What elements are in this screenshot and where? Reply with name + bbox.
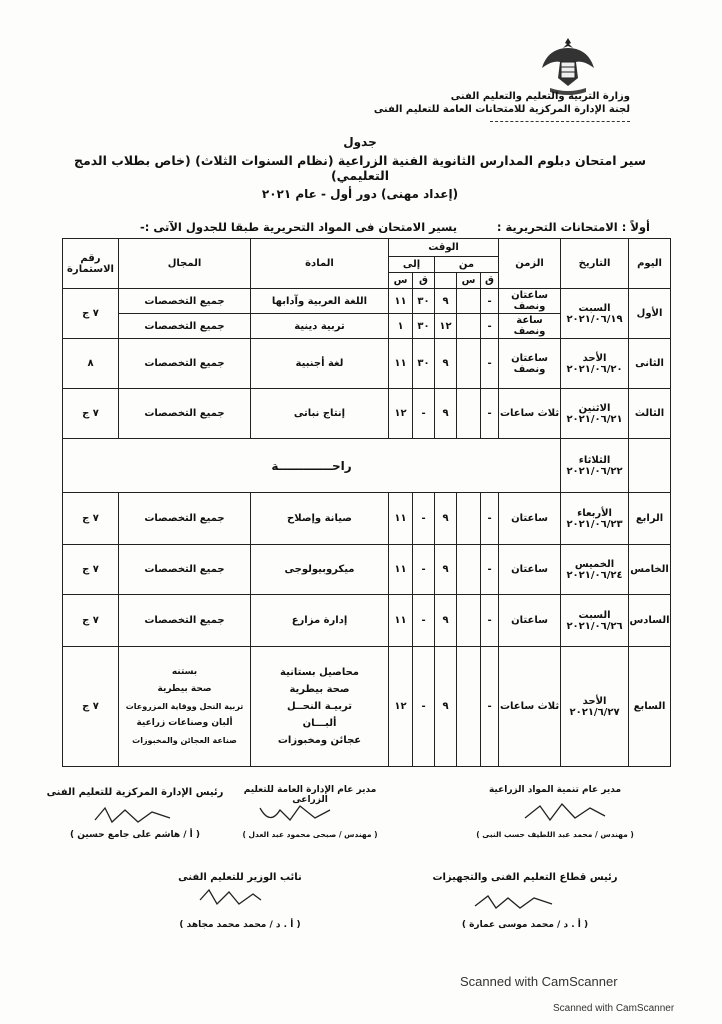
signature-b-title: مدير عام الإدارة العامة للتعليم الزراعى — [243, 785, 377, 805]
to-s-cell: ١١ — [389, 493, 413, 545]
to-q-cell: ٣٠ — [413, 314, 435, 339]
date-value: ٢٠٢١/٦/٢٧ — [569, 706, 620, 718]
day-cell: الخامس — [629, 545, 671, 595]
field-item: تربية النحل ووقاية المزروعات — [125, 702, 244, 711]
header-day: اليوم — [629, 239, 671, 289]
field-list-cell — [119, 647, 251, 767]
date-value: ٢٠٢١/٠٦/٢١ — [566, 413, 623, 425]
ministry-header — [370, 90, 630, 116]
field-cell: جميع التخصصات — [119, 339, 251, 389]
date-value: ٢٠٢١/٠٦/٢٢ — [566, 465, 623, 477]
table-row — [63, 339, 671, 389]
rest-label: راحـــــــــــــة — [63, 439, 561, 493]
header-to-s: س — [389, 273, 413, 289]
header-date: التاريخ — [561, 239, 629, 289]
table-row — [63, 595, 671, 647]
duration-cell: ساعة ونصف — [499, 314, 561, 339]
form-cell: ٧ ج — [63, 389, 119, 439]
field-cell: جميع التخصصات — [119, 545, 251, 595]
camscanner-watermark-small: Scanned with CamScanner — [553, 1003, 675, 1014]
to-q-cell: ٣٠ — [413, 289, 435, 314]
date-weekday: الأحد — [582, 352, 607, 364]
date-weekday: السبت — [578, 609, 611, 621]
signature-b-name: ( مهندس / صبحى محمود عبد العدل ) — [242, 830, 378, 839]
header-form-number: رقم الاستمارة — [63, 239, 119, 289]
table-row — [63, 647, 671, 767]
duration-cell: ساعتان — [499, 595, 561, 647]
duration-cell: ثلاث ساعات — [499, 647, 561, 767]
duration-cell: ساعتان — [499, 545, 561, 595]
field-item: صحة بيطرية — [157, 684, 212, 694]
from-s-cell: ١٢ — [435, 314, 457, 339]
date-cell — [561, 289, 629, 339]
form-cell: ٨ — [63, 339, 119, 389]
field-cell: جميع التخصصات — [119, 289, 251, 314]
from-s-cell: ٩ — [435, 289, 457, 314]
dash-cell: - — [481, 647, 499, 767]
to-q-cell: - — [413, 647, 435, 767]
dash-cell: - — [481, 289, 499, 314]
from-q-cell — [457, 314, 481, 339]
to-q-cell: ٣٠ — [413, 339, 435, 389]
signature-c-icon — [90, 802, 180, 832]
signature-b-icon — [255, 798, 335, 828]
date-cell — [561, 389, 629, 439]
dash-cell: - — [481, 339, 499, 389]
from-q-cell — [457, 289, 481, 314]
from-q-cell — [457, 647, 481, 767]
header-from-q: ق — [481, 273, 499, 289]
field-cell: جميع التخصصات — [119, 389, 251, 439]
to-s-cell: ١٢ — [389, 389, 413, 439]
from-q-cell — [457, 545, 481, 595]
exam-schedule-table — [62, 238, 671, 767]
field-item: بستنه — [171, 667, 198, 677]
date-value: ٢٠٢١/٠٦/١٩ — [566, 313, 623, 325]
signature-c-title: رئيس الإدارة المركزية للتعليم الفنى — [46, 787, 224, 798]
date-value: ٢٠٢١/٠٦/٢٦ — [566, 620, 623, 632]
from-q-cell — [457, 389, 481, 439]
date-value: ٢٠٢١/٠٦/٢٠ — [566, 363, 623, 375]
ministry-line-2: لجنة الإدارة المركزية للامتحانات العامة للتعليم الفنى — [373, 104, 630, 115]
dash-cell: - — [481, 545, 499, 595]
day-cell — [629, 439, 671, 493]
to-q-cell: - — [413, 595, 435, 647]
date-value: ٢٠٢١/٠٦/٢٣ — [566, 518, 623, 530]
signature-e-icon — [195, 886, 265, 912]
subject-item: عجائن ومخبوزات — [277, 735, 362, 746]
table-row — [63, 493, 671, 545]
to-q-cell: - — [413, 389, 435, 439]
section-heading: أولاً : الامتحانات التحريرية : — [496, 220, 650, 234]
day-cell: السادس — [629, 595, 671, 647]
duration-cell: ساعتان ونصف — [499, 289, 561, 314]
subject-cell: إنتاج نباتى — [251, 389, 389, 439]
date-weekday: السبت — [578, 302, 611, 314]
to-q-cell: - — [413, 545, 435, 595]
field-item: صناعة العجائن والمخبوزات — [132, 736, 237, 745]
day-cell: الثالث — [629, 389, 671, 439]
date-weekday: الاثنين — [578, 402, 611, 414]
to-s-cell: ١١ — [389, 595, 413, 647]
from-s-cell: ٩ — [435, 389, 457, 439]
duration-cell: ساعتان ونصف — [499, 339, 561, 389]
subject-cell: تربية دينية — [251, 314, 389, 339]
duration-cell: ساعتان — [499, 493, 561, 545]
to-s-cell: ١١ — [389, 545, 413, 595]
from-s-cell: ٩ — [435, 545, 457, 595]
signature-d-icon — [470, 890, 560, 916]
date-weekday: الأحد — [582, 695, 607, 707]
date-cell — [561, 339, 629, 389]
from-q-cell — [457, 595, 481, 647]
subject-cell: اللغة العربية وآدابها — [251, 289, 389, 314]
to-s-cell: ١١ — [389, 289, 413, 314]
form-cell: ٧ ج — [63, 545, 119, 595]
header-from: من — [435, 257, 499, 273]
date-cell — [561, 647, 629, 767]
table-row — [63, 545, 671, 595]
title-line-2: سير امتحان دبلوم المدارس الثانوية الفنية الزراعية (نظام السنوات الثلاث) (خاص بطلاب الدمج التعليمي) — [73, 153, 647, 183]
header-divider — [490, 121, 630, 122]
to-s-cell: ١١ — [389, 339, 413, 389]
subject-item: تربيـة النحــل — [286, 701, 352, 712]
subject-list-cell — [251, 647, 389, 767]
signature-c-name: ( أ / هاشم على جامع حسين ) — [70, 830, 200, 840]
signature-a-title: مدير عام تنمية المواد الزراعية — [488, 785, 622, 795]
dash-cell: - — [481, 314, 499, 339]
date-weekday: الأربعاء — [577, 507, 612, 519]
title-line-3: (إعداد مهنى) دور أول - عام ٢٠٢١ — [261, 187, 459, 201]
table-row — [63, 289, 671, 314]
camscanner-watermark: Scanned with CamScanner — [460, 974, 618, 989]
day-cell: الرابع — [629, 493, 671, 545]
signature-d-title: رئيس قطاع التعليم الفنى والتجهيزات — [432, 872, 618, 883]
from-s-cell: ٩ — [435, 595, 457, 647]
day-cell: السابع — [629, 647, 671, 767]
header-field: المجال — [119, 239, 251, 289]
from-s-cell: ٩ — [435, 493, 457, 545]
signature-d-name: ( أ . د / محمد موسى عمارة ) — [461, 920, 589, 930]
form-cell: ٧ ج — [63, 289, 119, 339]
header-time: الوقت — [389, 239, 499, 257]
date-cell — [561, 439, 629, 493]
from-s-cell: ٩ — [435, 647, 457, 767]
date-value: ٢٠٢١/٠٦/٢٤ — [566, 569, 623, 581]
subject-item: صحة بيطرية — [289, 684, 350, 695]
document-title — [60, 135, 660, 201]
table-row-rest — [63, 439, 671, 493]
date-cell — [561, 545, 629, 595]
section-description: يسير الامتحان فى المواد التحريرية طبقا للجدول الآتى :- — [140, 220, 458, 234]
day-cell: الأول — [629, 289, 671, 339]
subject-cell: ميكروبيولوجى — [251, 545, 389, 595]
signature-a-icon — [520, 798, 610, 828]
to-s-cell: ١ — [389, 314, 413, 339]
subject-cell: صيانة وإصلاح — [251, 493, 389, 545]
form-cell: ٧ ج — [63, 493, 119, 545]
header-to-q: ق — [413, 273, 435, 289]
subject-item: محاصيل بستانية — [280, 667, 359, 678]
form-cell: ٧ ج — [63, 595, 119, 647]
ministry-line-1: وزارة التربية والتعليم والتعليم الفنى — [450, 91, 630, 102]
day-cell: الثانى — [629, 339, 671, 389]
subject-cell: إدارة مزارع — [251, 595, 389, 647]
field-cell: جميع التخصصات — [119, 493, 251, 545]
dash-cell: - — [481, 493, 499, 545]
header-spacer — [435, 273, 457, 289]
to-s-cell: ١٢ — [389, 647, 413, 767]
subject-item: ألبـــان — [302, 718, 337, 729]
date-weekday: الخميس — [574, 558, 615, 570]
from-q-cell — [457, 339, 481, 389]
header-subject: المادة — [251, 239, 389, 289]
dash-cell: - — [481, 389, 499, 439]
header-duration: الزمن — [499, 239, 561, 289]
header-to: إلى — [389, 257, 435, 273]
signature-a-name: ( مهندس / محمد عبد اللطيف حسب النبى ) — [476, 830, 634, 839]
from-s-cell: ٩ — [435, 339, 457, 389]
field-cell: جميع التخصصات — [119, 314, 251, 339]
form-cell: ٧ ج — [63, 647, 119, 767]
header-from-s: س — [457, 273, 481, 289]
title-line-1: جدول — [343, 135, 377, 149]
date-weekday: الثلاثاء — [578, 454, 611, 466]
dash-cell: - — [481, 595, 499, 647]
field-item: ألبان وصناعات زراعية — [136, 718, 233, 728]
duration-cell: ثلاث ساعات — [499, 389, 561, 439]
signature-e-title: نائب الوزير للتعليم الفنى — [178, 872, 302, 883]
to-q-cell: - — [413, 493, 435, 545]
date-cell — [561, 595, 629, 647]
subject-cell: لغة أجنبية — [251, 339, 389, 389]
signature-e-name: ( أ . د / محمد محمد مجاهد ) — [179, 920, 301, 930]
field-cell: جميع التخصصات — [119, 595, 251, 647]
table-row — [63, 389, 671, 439]
from-q-cell — [457, 493, 481, 545]
date-cell — [561, 493, 629, 545]
